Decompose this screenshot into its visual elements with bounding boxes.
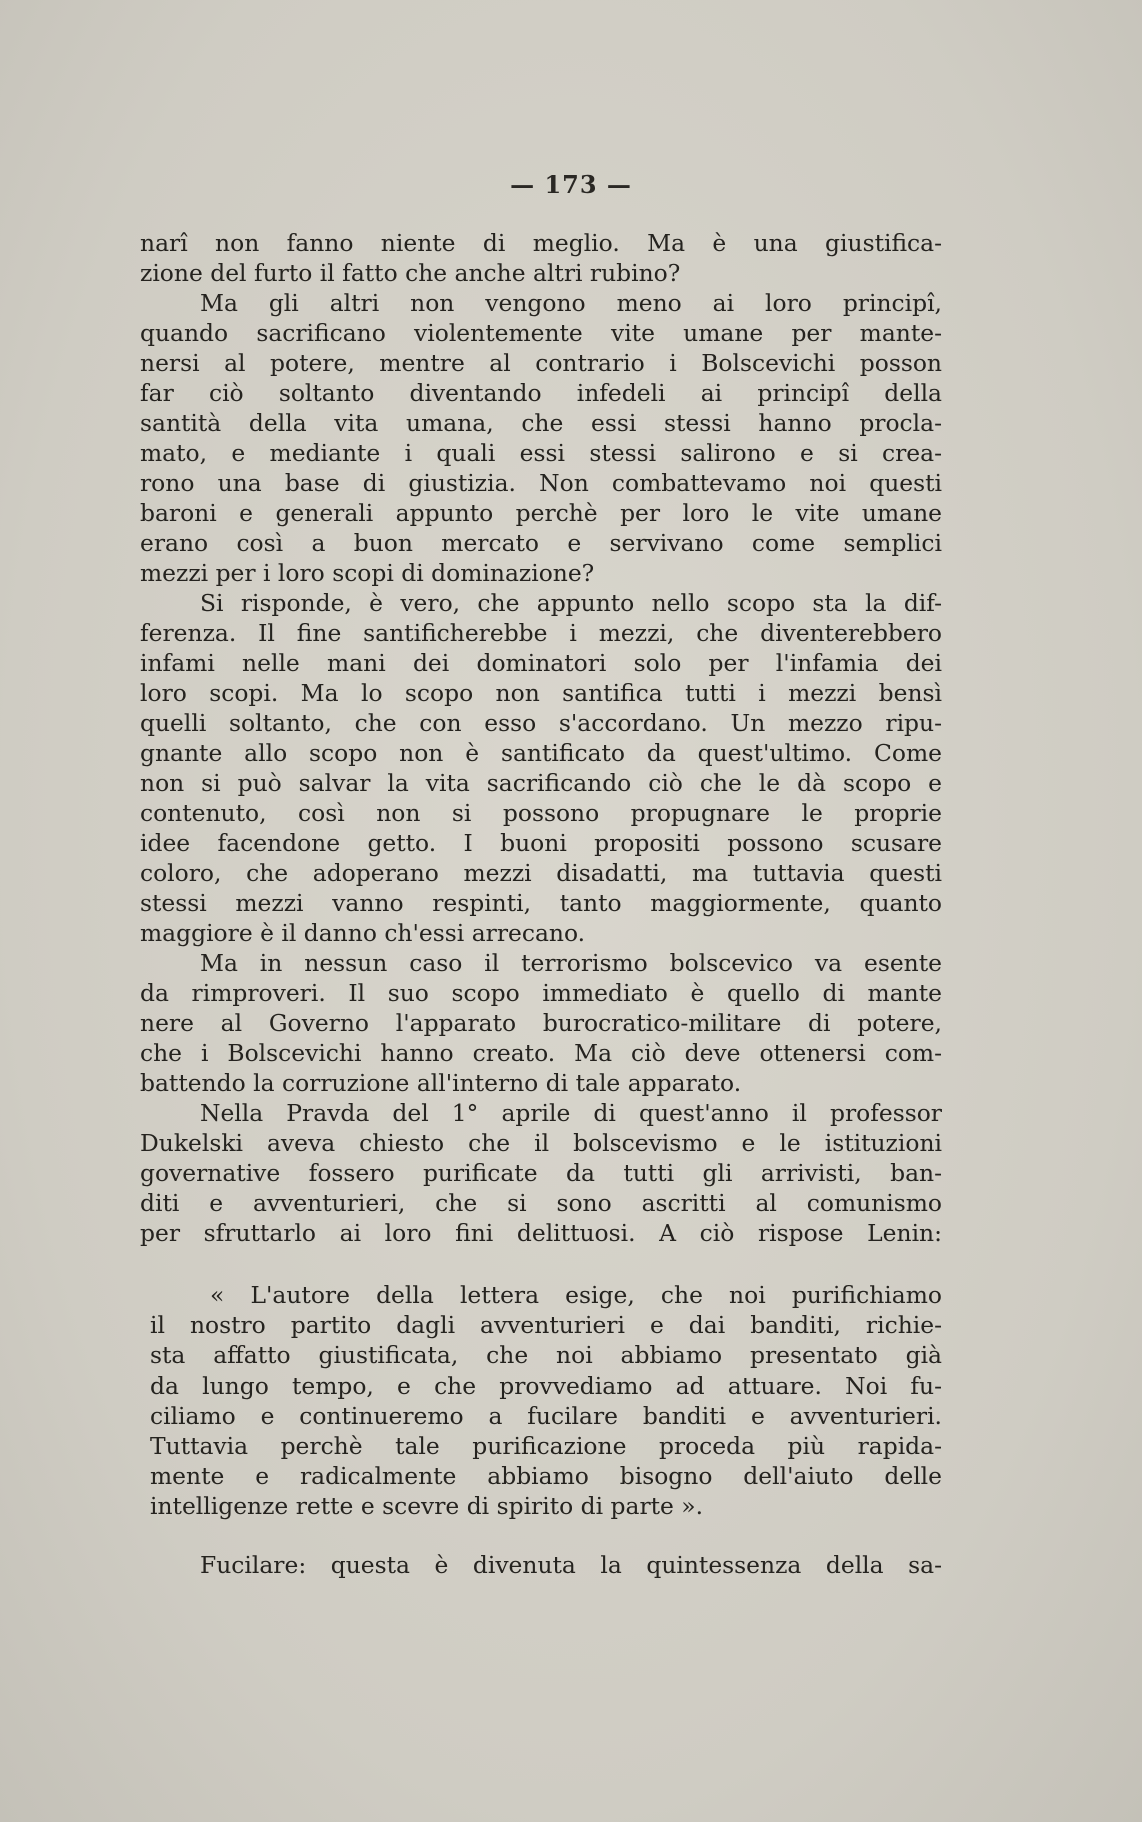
text-line: zione del furto il fatto che anche altri rubino? xyxy=(140,259,681,287)
text-line: coloro, che adoperano mezzi disadatti, ma tuttavia questi xyxy=(140,859,942,887)
text-line: intelligenze rette e scevre di spirito di parte ». xyxy=(150,1492,704,1521)
text-line: santità della vita umana, che essi stessi hanno procla- xyxy=(140,409,942,437)
text-line: Tuttavia perchè tale purificazione proceda più rapida- xyxy=(150,1431,942,1460)
text-line: da lungo tempo, e che provvediamo ad attuare. Noi fu- xyxy=(150,1371,942,1400)
text-line: baroni e generali appunto perchè per loro le vite umane xyxy=(140,499,942,527)
text-line: Dukelski aveva chiesto che il bolscevismo e le istituzioni xyxy=(140,1129,942,1157)
closing-paragraph xyxy=(140,1550,942,1580)
text-line: da rimproveri. Il suo scopo immediato è quello di mante xyxy=(140,979,942,1007)
text-line: Nella Pravda del 1° aprile di quest'anno il professor xyxy=(200,1099,942,1127)
text-line: mente e radicalmente abbiamo bisogno dell'aiuto delle xyxy=(150,1462,942,1491)
text-line: ciliamo e continueremo a fucilare banditi e avventurieri. xyxy=(150,1401,942,1430)
text-line: nere al Governo l'apparato burocratico-militare di potere, xyxy=(140,1009,942,1037)
text-line: narî non fanno niente di meglio. Ma è una giustifica- xyxy=(140,229,942,257)
text-line: maggiore è il danno ch'essi arrecano. xyxy=(140,919,586,947)
text-line: erano così a buon mercato e servivano come semplici xyxy=(140,529,942,557)
text-line: per sfruttarlo ai loro fini delittuosi. A ciò rispose Lenin: xyxy=(140,1219,942,1247)
quotation-block xyxy=(150,1280,942,1522)
text-line: il nostro partito dagli avventurieri e dai banditi, richie- xyxy=(150,1311,942,1340)
text-line: loro scopi. Ma lo scopo non santifica tutti i mezzi bensì xyxy=(140,679,942,707)
text-line: ferenza. Il fine santificherebbe i mezzi, che diventerebbero xyxy=(140,619,942,647)
text-line: quelli soltanto, che con esso s'accordano. Un mezzo ripu- xyxy=(140,709,942,737)
text-line: mato, e mediante i quali essi stessi salirono e si crea- xyxy=(140,439,942,467)
text-line: Fucilare: questa è divenuta la quintessenza della sa- xyxy=(200,1551,942,1579)
text-line: stessi mezzi vanno respinti, tanto maggiormente, quanto xyxy=(140,889,942,917)
text-line: « L'autore della lettera esige, che noi purifichiamo xyxy=(210,1281,942,1309)
text-line: infami nelle mani dei dominatori solo per l'infamia dei xyxy=(140,649,942,677)
text-line: battendo la corruzione all'interno di tale apparato. xyxy=(140,1069,742,1097)
main-text xyxy=(140,228,942,1248)
text-line: quando sacrificano violentemente vite umane per mante- xyxy=(140,319,942,347)
text-line: non si può salvar la vita sacrificando ciò che le dà scopo e xyxy=(140,769,942,797)
text-line: nersi al potere, mentre al contrario i Bolscevichi posson xyxy=(140,349,942,377)
text-line: Ma in nessun caso il terrorismo bolscevico va esente xyxy=(200,949,942,977)
text-line: gnante allo scopo non è santificato da quest'ultimo. Come xyxy=(140,739,942,767)
text-line: che i Bolscevichi hanno creato. Ma ciò deve ottenersi com- xyxy=(140,1039,942,1067)
text-line: rono una base di giustizia. Non combattevamo noi questi xyxy=(140,469,942,497)
text-line: diti e avventurieri, che si sono ascritti al comunismo xyxy=(140,1189,942,1217)
page-number: — 173 — xyxy=(510,170,632,199)
text-line: contenuto, così non si possono propugnare le proprie xyxy=(140,799,942,827)
text-line: mezzi per i loro scopi di dominazione? xyxy=(140,559,595,587)
text-line: idee facendone getto. I buoni propositi possono scusare xyxy=(140,829,942,857)
text-line: far ciò soltanto diventando infedeli ai principî della xyxy=(140,379,942,407)
text-line: governative fossero purificate da tutti gli arrivisti, ban- xyxy=(140,1159,942,1187)
text-line: Ma gli altri non vengono meno ai loro principî, xyxy=(200,289,942,317)
text-line: Si risponde, è vero, che appunto nello scopo sta la dif- xyxy=(200,589,942,617)
text-line: sta affatto giustificata, che noi abbiamo presentato già xyxy=(150,1341,942,1370)
